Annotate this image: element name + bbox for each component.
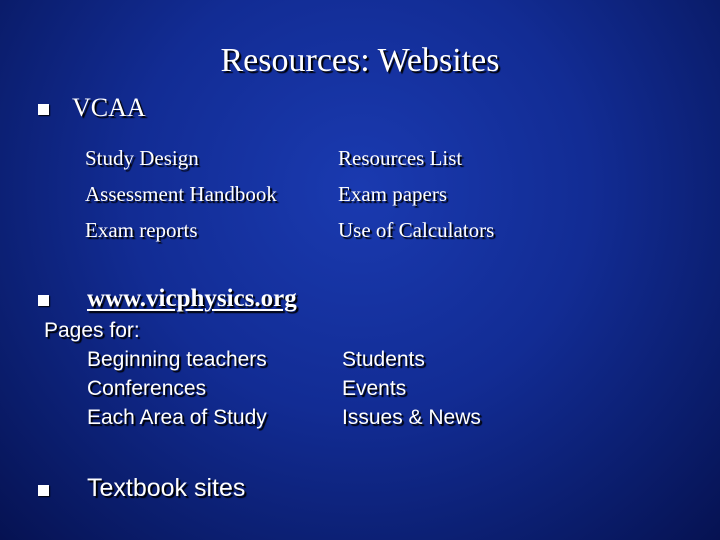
page-item-beginning-teachers: Beginning teachers bbox=[87, 348, 267, 371]
vicphysics-left-list bbox=[87, 345, 267, 432]
bullet-square-icon bbox=[38, 104, 49, 115]
vcaa-item-study-design: Study Design bbox=[85, 146, 199, 170]
vicphysics-link-row bbox=[87, 283, 297, 313]
pages-for-label: Pages for: bbox=[44, 319, 140, 342]
vcaa-item-use-of-calculators: Use of Calculators bbox=[338, 218, 495, 242]
vcaa-right-list bbox=[338, 140, 494, 248]
bullet-square-icon bbox=[38, 485, 49, 496]
vcaa-item-exam-reports: Exam reports bbox=[85, 218, 198, 242]
slide-title: Resources: Websites bbox=[220, 42, 500, 79]
page-item-events: Events bbox=[342, 377, 407, 400]
vicphysics-right-list bbox=[342, 345, 481, 432]
page-item-students: Students bbox=[342, 348, 425, 371]
page-item-conferences: Conferences bbox=[87, 377, 207, 400]
textbook-heading: Textbook sites bbox=[87, 474, 246, 502]
page-item-each-area-of-study: Each Area of Study bbox=[87, 406, 267, 429]
vcaa-item-resources-list: Resources List bbox=[338, 146, 463, 170]
vicphysics-link[interactable]: www.vicphysics.org bbox=[87, 285, 297, 312]
vcaa-item-assessment-handbook: Assessment Handbook bbox=[85, 182, 277, 206]
vcaa-heading: VCAA bbox=[72, 93, 146, 122]
vcaa-item-exam-papers: Exam papers bbox=[338, 182, 448, 206]
page-item-issues-news: Issues & News bbox=[342, 406, 481, 429]
vcaa-left-list bbox=[85, 140, 277, 248]
bullet-square-icon bbox=[38, 295, 49, 306]
